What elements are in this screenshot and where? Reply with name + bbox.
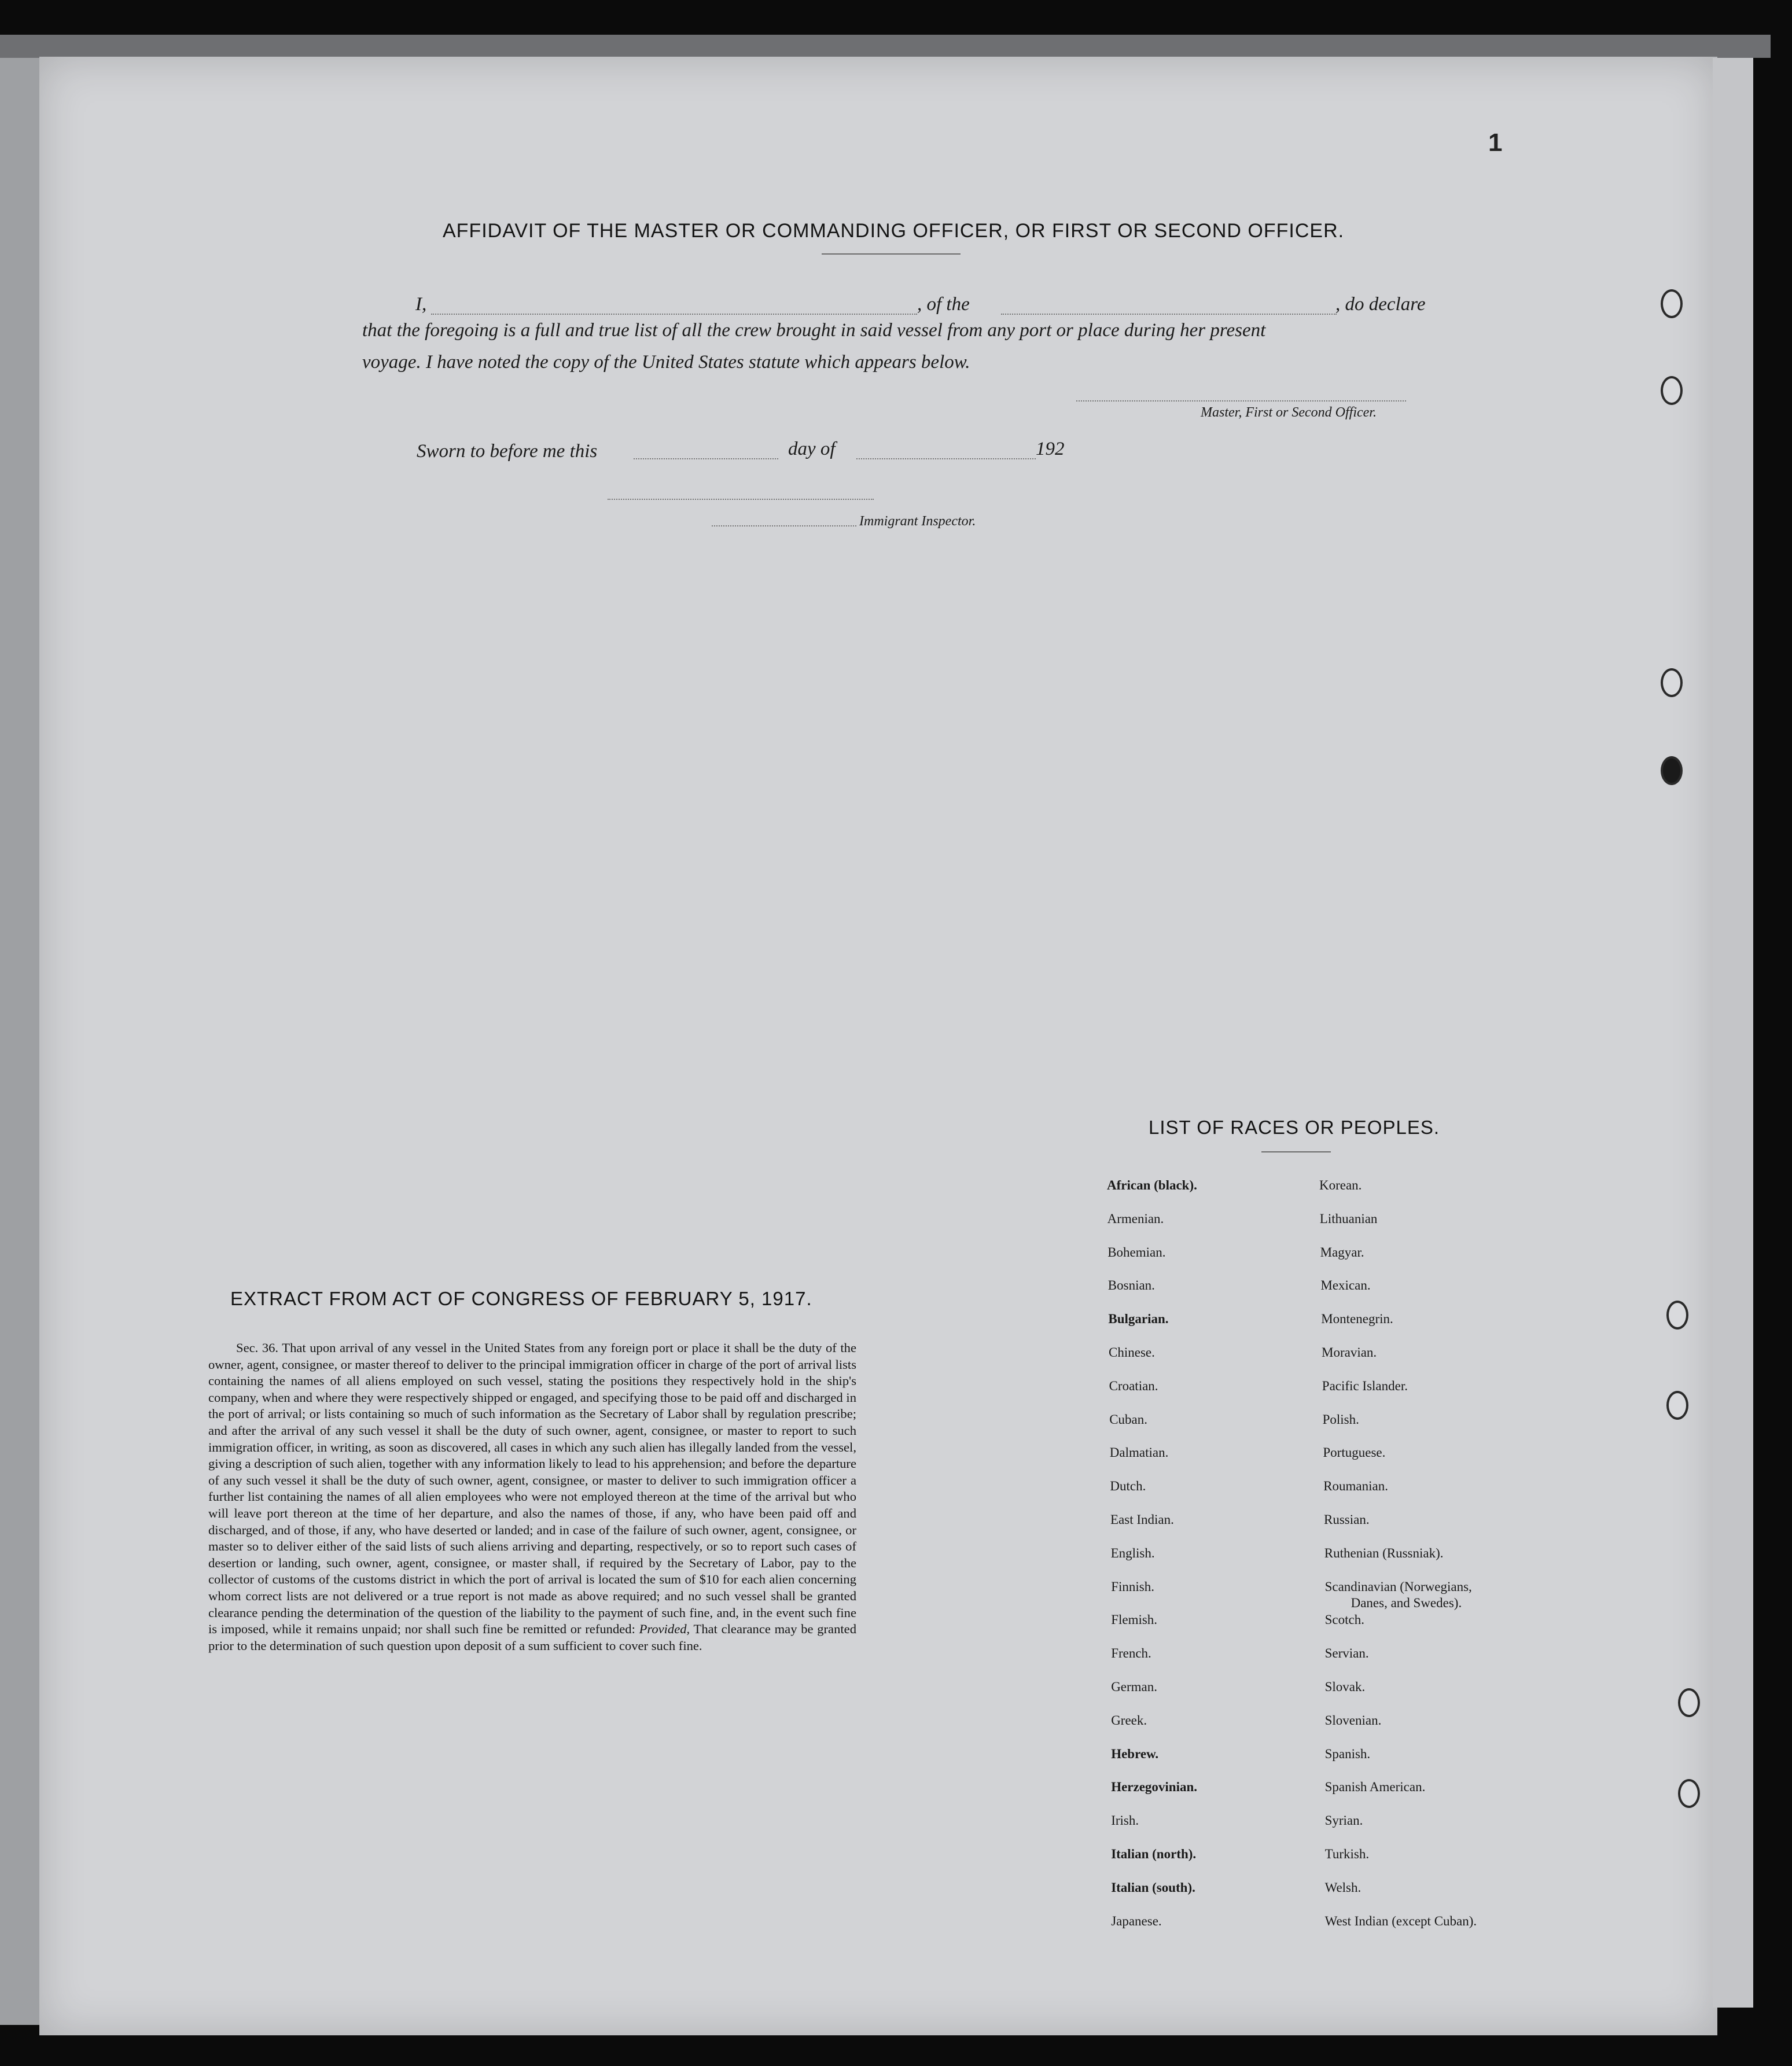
extract-text-end: That clearance may be granted prior to the determination of such question upon deposit of a sum sufficient to cover such fine. bbox=[208, 1622, 856, 1653]
scan-left-edge bbox=[0, 58, 41, 2025]
inspector-signature-blank bbox=[608, 499, 874, 500]
race-item: Bosnian. bbox=[1107, 1278, 1155, 1293]
race-item: Danes, and Swedes). bbox=[1351, 1595, 1462, 1610]
race-item: Japanese. bbox=[1111, 1913, 1162, 1928]
binding-hole bbox=[1661, 289, 1683, 318]
race-item: Italian (north). bbox=[1111, 1847, 1197, 1861]
affidavit-title: AFFIDAVIT OF THE MASTER OR COMMANDING OFFICER, OR FIRST OR SECOND OFFICER. bbox=[443, 220, 1345, 242]
race-item: Servian. bbox=[1324, 1646, 1369, 1661]
inspector-caption: Immigrant Inspector. bbox=[859, 514, 976, 529]
extract-text: That upon arrival of any vessel in the United States from any foreign port or place it shall be the duty of the owner, agent, consignee, or master thereof to deliver to the principal immigration officer in charge of the port of arrival lists containing the names of all aliens employed on such vessel, stating the positions they respectively hold in the ship's company, when and where they were respectively shipped or engaged, and specifying those to be paid off and discharged in the port of arrival; or lists containing so much of such information as the Secretary of Labor shall by regulation prescribe; and after the arrival of any such vessel it shall be the duty of such owner, agent, consignee, or master to report to such immigration officer, in writing, as soon as discovered, all cases in which any such alien has illegally landed from the vessel, giving a description of such alien, together with any information likely to lead to his apprehension; and before the departure of any such vessel it shall be the duty of such owner, agent, consignee, or master to deliver to such immigration officer a further list containing the names of all alien employees who were not employed thereon at the time of the arrival but who will leave port thereon at the time of her departure, and also the names of those, if any, who have been paid off and discharged, and of those, if any, who have deserted or landed; and in case of the failure of such owner, agent, consignee, or master so to deliver either of the said lists of such aliens arriving and departing, respectively, or so to report such cases of desertion or landing, such owner, agent, consignee, or master shall, if required by the Secretary of Labor, pay to the collector of customs of the customs district in which the port of arrival is located the sum of $10 for each alien concerning whom correct lists are not delivered or a true report is not made as above required; and no such vessel shall be granted clearance pending the determination of the question of the liability to the payment of such fine, and, in the event such fine is imposed, while it remains unpaid; nor shall such fine be remitted or refunded: bbox=[208, 1340, 857, 1637]
affidavit-i-label: I, bbox=[415, 294, 427, 315]
binding-hole bbox=[1678, 1779, 1700, 1808]
binding-hole bbox=[1678, 1688, 1700, 1717]
race-item: Dalmatian. bbox=[1109, 1445, 1169, 1460]
race-item: Armenian. bbox=[1107, 1211, 1164, 1226]
race-item: Portuguese. bbox=[1323, 1445, 1386, 1460]
race-item: Hebrew. bbox=[1111, 1746, 1159, 1761]
race-item: Dutch. bbox=[1110, 1479, 1146, 1494]
affidavit-do-declare-label: , do declare bbox=[1335, 294, 1426, 315]
race-item: Flemish. bbox=[1111, 1612, 1158, 1627]
provided-word: Provided, bbox=[639, 1622, 690, 1637]
sworn-day-blank bbox=[634, 458, 778, 459]
race-item: Herzegovinian. bbox=[1111, 1780, 1198, 1795]
races-title-underline bbox=[1261, 1151, 1331, 1152]
race-item: Turkish. bbox=[1324, 1847, 1370, 1861]
race-item: German. bbox=[1111, 1680, 1158, 1694]
race-item: Scandinavian (Norwegians, bbox=[1324, 1579, 1472, 1594]
binding-hole bbox=[1661, 668, 1683, 697]
signature-blank bbox=[1076, 400, 1406, 402]
race-item: Bulgarian. bbox=[1108, 1312, 1169, 1327]
race-item: Bohemian. bbox=[1107, 1244, 1166, 1260]
race-item: Montenegrin. bbox=[1321, 1312, 1393, 1327]
affidavit-of-the-label: , of the bbox=[917, 294, 970, 315]
race-item: Ruthenian (Russniak). bbox=[1324, 1545, 1444, 1560]
race-item: Italian (south). bbox=[1111, 1880, 1195, 1895]
race-item: Korean. bbox=[1319, 1178, 1362, 1192]
race-item: African (black). bbox=[1107, 1178, 1197, 1192]
binding-hole bbox=[1666, 1301, 1688, 1330]
race-item: Greek. bbox=[1111, 1713, 1147, 1728]
race-item: Mexican. bbox=[1320, 1278, 1371, 1293]
vessel-blank bbox=[1001, 314, 1337, 315]
binding-hole bbox=[1661, 376, 1683, 405]
race-item: Chinese. bbox=[1109, 1345, 1155, 1360]
page-binding-edge bbox=[1713, 58, 1753, 2008]
race-item: Scotch. bbox=[1324, 1612, 1364, 1627]
race-item: Spanish American. bbox=[1324, 1780, 1426, 1795]
sworn-month-blank bbox=[856, 458, 1036, 459]
race-item: East Indian. bbox=[1110, 1512, 1174, 1527]
race-item: Croatian. bbox=[1109, 1378, 1158, 1393]
race-item: Polish. bbox=[1322, 1412, 1359, 1427]
race-item: Magyar. bbox=[1320, 1244, 1364, 1260]
race-item: English. bbox=[1110, 1545, 1155, 1560]
race-item: Irish. bbox=[1111, 1813, 1139, 1828]
race-item: Moravian. bbox=[1322, 1345, 1377, 1360]
name-blank bbox=[431, 314, 917, 315]
race-item: Russian. bbox=[1324, 1512, 1370, 1527]
race-item: French. bbox=[1111, 1646, 1151, 1661]
sworn-label: Sworn to before me this bbox=[417, 441, 598, 462]
race-item: Slovenian. bbox=[1324, 1713, 1382, 1728]
race-item: Welsh. bbox=[1324, 1880, 1362, 1895]
signature-caption: Master, First or Second Officer. bbox=[1201, 405, 1377, 420]
binding-hole bbox=[1661, 756, 1683, 785]
race-item: West Indian (except Cuban). bbox=[1324, 1913, 1477, 1928]
race-item: Cuban. bbox=[1109, 1412, 1147, 1427]
race-item: Finnish. bbox=[1111, 1579, 1154, 1594]
affidavit-line-3: voyage. I have noted the copy of the United States statute which appears below. bbox=[362, 352, 970, 373]
inspector-caption-lead bbox=[712, 525, 856, 526]
binding-hole bbox=[1666, 1391, 1688, 1420]
race-item: Pacific Islander. bbox=[1322, 1378, 1408, 1393]
races-title: LIST OF RACES OR PEOPLES. bbox=[1149, 1117, 1440, 1138]
year-prefix: 192 bbox=[1036, 439, 1065, 459]
extract-title: EXTRACT FROM ACT OF CONGRESS OF FEBRUARY 5, 1917. bbox=[230, 1288, 812, 1309]
margin-mark: 1 bbox=[1488, 128, 1503, 157]
extract-body bbox=[208, 1340, 856, 1654]
section-label: Sec. 36. bbox=[236, 1340, 279, 1355]
day-of-label: day of bbox=[788, 439, 836, 459]
race-item: Spanish. bbox=[1324, 1746, 1371, 1761]
race-item: Slovak. bbox=[1324, 1680, 1366, 1694]
race-item: Roumanian. bbox=[1323, 1479, 1388, 1494]
race-item: Syrian. bbox=[1324, 1813, 1363, 1828]
title-underline bbox=[822, 253, 961, 255]
affidavit-line-2: that the foregoing is a full and true list of all the crew brought in said vessel from any port or place during her present bbox=[362, 320, 1266, 341]
scan-top-edge bbox=[0, 35, 1771, 58]
race-item: Lithuanian bbox=[1319, 1211, 1378, 1226]
